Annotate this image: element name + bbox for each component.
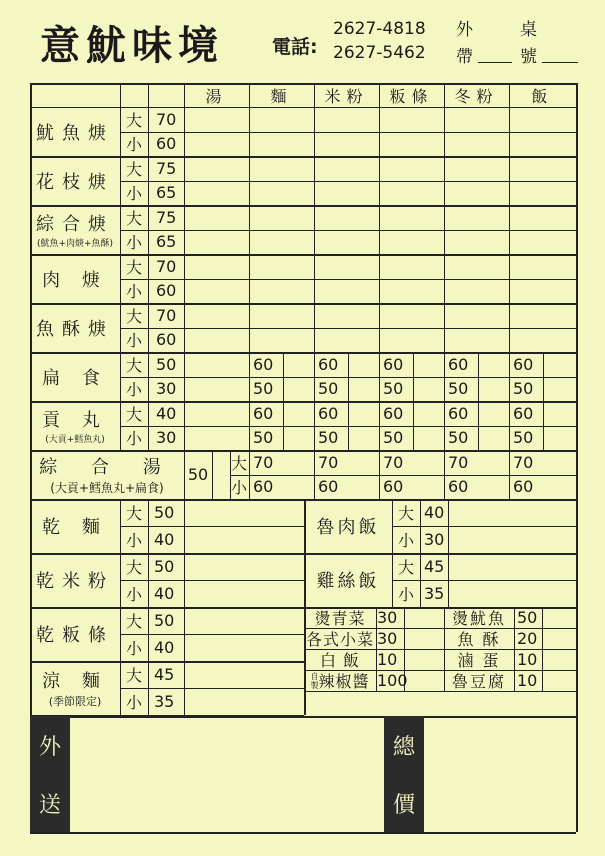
soup-item-1-size-small: 小 <box>125 135 142 155</box>
dry-left-2-price-small: 40 <box>154 584 175 603</box>
soup-item-1-price-small: 60 <box>156 134 177 154</box>
dry-right-2-size-large: 大 <box>397 558 414 577</box>
soup-item-3-price-large: 75 <box>156 207 177 227</box>
flat-item-1-col2-large: 60 <box>253 354 274 374</box>
flat-item-1-price-small: 30 <box>156 379 177 399</box>
flat-item-2-col5-small: 50 <box>448 428 469 448</box>
dry-left-3-price-small: 40 <box>154 638 175 657</box>
soup-item-2-name <box>30 156 120 205</box>
column-header-5: 冬粉 <box>454 86 499 106</box>
dry-right-1-name: 魯肉飯 <box>316 517 380 538</box>
combo-col2-small: 60 <box>253 477 274 497</box>
column-header-3: 米粉 <box>324 86 369 106</box>
flat-item-1-col2-small: 50 <box>253 379 274 399</box>
delivery-char-2: 送 <box>38 792 61 818</box>
flat-item-2-col4-large: 60 <box>383 403 404 423</box>
dry-right-1-size-large: 大 <box>397 504 414 523</box>
dry-right-2-price-small: 35 <box>424 584 445 603</box>
dry-left-3-size-large: 大 <box>125 612 142 631</box>
flat-item-1-name <box>30 352 120 401</box>
side-right-1-name: 燙魷魚 <box>451 609 506 628</box>
flat-item-1-col3-small: 50 <box>318 379 339 399</box>
combo-col4-small: 60 <box>383 477 404 497</box>
dry-left-4-size-large: 大 <box>125 666 142 685</box>
side-left-1-name-text: 燙青菜 <box>314 609 366 628</box>
flat-item-2-name-text: 貢 丸 <box>42 410 108 431</box>
grid-line <box>509 83 510 500</box>
column-header-4: 粄條 <box>389 86 434 106</box>
soup-item-4-size-large: 大 <box>125 257 142 277</box>
dry-left-2-size-small: 小 <box>125 585 142 604</box>
soup-item-1-price-large: 70 <box>156 109 177 129</box>
dry-left-2-price-large: 50 <box>154 557 175 576</box>
soup-item-5-price-large: 70 <box>156 305 177 325</box>
dry-right-1-price-small: 30 <box>424 530 445 549</box>
soup-item-4-name <box>30 254 120 303</box>
flat-item-2-col2-small: 50 <box>253 428 274 448</box>
combo-col5-large: 70 <box>448 452 469 472</box>
dry-left-4-name-text: 涼 麵 <box>42 671 108 692</box>
grid-line <box>212 450 213 499</box>
grid-line <box>379 83 380 500</box>
combo-col6-small: 60 <box>513 477 534 497</box>
soup-item-3-size-small: 小 <box>125 233 142 253</box>
combo-col3-large: 70 <box>318 452 339 472</box>
flat-item-2-col6-small: 50 <box>513 428 534 448</box>
tel-label: 電話: <box>272 36 318 58</box>
dry-left-4-price-small: 35 <box>154 692 175 711</box>
side-left-4-price: 100 <box>377 671 408 690</box>
dry-left-1-size-large: 大 <box>125 504 142 523</box>
dry-left-4-size-small: 小 <box>125 693 142 712</box>
grid-line <box>249 83 250 500</box>
grid-line <box>148 83 149 450</box>
soup-item-1-size-large: 大 <box>125 110 142 130</box>
soup-item-2-size-large: 大 <box>125 159 142 179</box>
soup-item-4-price-large: 70 <box>156 256 177 276</box>
flat-item-1-col4-small: 50 <box>383 379 404 399</box>
soup-item-4-name-text: 肉 焿 <box>42 269 108 291</box>
flat-item-2-price-small: 30 <box>156 428 177 448</box>
soup-item-2-name-text: 花枝焿 <box>36 171 114 193</box>
flat-item-2-size-large: 大 <box>125 404 142 424</box>
combo-col6-large: 70 <box>513 452 534 472</box>
side-left-1-price: 30 <box>377 608 398 627</box>
grid-line <box>543 352 544 401</box>
takeout-label-2: 帶 <box>456 47 473 67</box>
soup-item-3-name <box>30 205 120 254</box>
side-right-1-price: 50 <box>517 608 538 627</box>
dry-left-1-price-large: 50 <box>154 503 175 522</box>
side-left-3-name <box>304 649 376 670</box>
delivery-address-field[interactable] <box>70 716 384 832</box>
grid-line <box>120 279 576 280</box>
flat-item-1-name-text: 扁 食 <box>42 367 108 389</box>
grid-line <box>543 401 544 450</box>
grid-line <box>444 83 445 500</box>
flat-item-2-col2-large: 60 <box>253 403 274 423</box>
dry-right-2-price-large: 45 <box>424 557 445 576</box>
side-left-2-name-text: 各式小菜 <box>305 630 374 649</box>
column-header-6: 飯 <box>531 86 554 106</box>
grid-line <box>283 352 284 401</box>
combo-col3-small: 60 <box>318 477 339 497</box>
shop-name: 意魷味境 <box>40 22 224 69</box>
flat-item-1-col4-large: 60 <box>383 354 404 374</box>
dry-left-4-note: (季節限定) <box>48 695 102 708</box>
flat-item-1-col5-large: 60 <box>448 354 469 374</box>
dry-left-2-size-large: 大 <box>125 558 142 577</box>
soup-item-4-price-small: 60 <box>156 281 177 301</box>
total-char-2: 價 <box>392 792 415 818</box>
grid-line <box>30 832 576 834</box>
grid-line <box>120 688 304 689</box>
dry-right-2-name: 雞絲飯 <box>316 571 380 592</box>
dry-left-4-name <box>30 661 120 715</box>
side-left-2-name <box>304 628 376 649</box>
grid-line <box>184 83 185 500</box>
phone-2: 2627-5462 <box>333 43 426 63</box>
soup-item-5-name <box>30 303 120 352</box>
flat-item-2-size-small: 小 <box>125 429 142 449</box>
dry-right-1-price-large: 40 <box>424 503 445 522</box>
soup-item-3-price-small: 65 <box>156 232 177 252</box>
flat-item-2-col4-small: 50 <box>383 428 404 448</box>
grid-line <box>120 132 576 133</box>
flat-item-1-price-large: 50 <box>156 354 177 374</box>
total-char-1: 總 <box>392 734 415 760</box>
side-left-3-name-text: 白 飯 <box>319 651 361 670</box>
delivery-label <box>30 716 70 832</box>
flat-item-2-col3-large: 60 <box>318 403 339 423</box>
flat-item-1-col5-small: 50 <box>448 379 469 399</box>
flat-item-1-col6-large: 60 <box>513 354 534 374</box>
soup-item-2-size-small: 小 <box>125 184 142 204</box>
grid-line <box>478 352 479 401</box>
combo-soup-name <box>30 450 184 499</box>
side-right-3-price: 10 <box>517 650 538 669</box>
soup-item-2-price-small: 65 <box>156 183 177 203</box>
combo-size-small: 小 <box>230 478 247 498</box>
total-amount-field[interactable] <box>424 716 576 832</box>
total-label <box>384 716 424 832</box>
soup-item-1-name <box>30 107 120 156</box>
flat-item-2-name <box>30 401 120 450</box>
flat-item-2-note: (大貢+鱈魚丸) <box>45 435 105 445</box>
flat-item-1-size-large: 大 <box>125 355 142 375</box>
flat-item-2-col3-small: 50 <box>318 428 339 448</box>
soup-item-2-price-large: 75 <box>156 158 177 178</box>
dry-left-3-name-text: 乾粄條 <box>36 625 114 646</box>
soup-item-3-name-text: 綜合焿 <box>36 214 114 235</box>
grid-line <box>283 401 284 450</box>
dry-left-1-name-text: 乾 麵 <box>42 517 108 538</box>
combo-col2-large: 70 <box>253 452 274 472</box>
dry-left-2-name-text: 乾米粉 <box>36 571 114 592</box>
combo-size-large: 大 <box>230 453 247 473</box>
column-header-1: 湯 <box>205 86 228 106</box>
grid-line <box>348 352 349 401</box>
combo-soup-price: 50 <box>187 465 209 484</box>
side-left-4-prefix: 自製 <box>310 671 320 690</box>
soup-item-3-note: (魷魚+肉焿+魚酥) <box>36 239 114 249</box>
flat-item-2-price-large: 40 <box>156 403 177 423</box>
dry-left-1-price-small: 40 <box>154 530 175 549</box>
grid-line <box>392 526 576 527</box>
delivery-char-1: 外 <box>38 734 61 760</box>
side-right-2-name: 魚 酥 <box>457 630 501 649</box>
soup-item-1-name-text: 魷魚焿 <box>36 122 114 144</box>
soup-item-5-size-small: 小 <box>125 331 142 351</box>
dry-left-3-price-large: 50 <box>154 611 175 630</box>
dry-left-3-size-small: 小 <box>125 639 142 658</box>
grid-line <box>120 230 576 231</box>
combo-col5-small: 60 <box>448 477 469 497</box>
grid-line <box>348 401 349 450</box>
dry-left-2-name <box>30 553 120 607</box>
soup-item-4-size-small: 小 <box>125 282 142 302</box>
side-right-2-price: 20 <box>517 629 538 648</box>
side-right-4-price: 10 <box>517 671 538 690</box>
table-label-1: 桌 <box>520 20 537 40</box>
phone-1: 2627-4818 <box>333 19 426 39</box>
dry-left-3-name <box>30 607 120 661</box>
dry-right-2-size-small: 小 <box>397 585 414 604</box>
takeout-label-1: 外 <box>456 20 473 40</box>
grid-line <box>392 580 576 581</box>
side-right-4-name: 魯豆腐 <box>451 672 506 691</box>
flat-item-1-size-small: 小 <box>125 380 142 400</box>
dry-left-4-price-large: 45 <box>154 665 175 684</box>
side-left-4-name <box>304 670 376 691</box>
side-left-3-price: 10 <box>377 650 398 669</box>
grid-line <box>120 181 576 182</box>
dry-left-1-size-small: 小 <box>125 531 142 550</box>
side-left-4-name-text: 辣椒醬 <box>318 672 370 691</box>
flat-item-2-col6-large: 60 <box>513 403 534 423</box>
side-left-2-price: 30 <box>377 629 398 648</box>
combo-soup-name-text: 綜 合 湯 <box>39 457 175 478</box>
soup-item-5-name-text: 魚酥焿 <box>36 318 114 340</box>
soup-item-3-size-large: 大 <box>125 208 142 228</box>
combo-col4-large: 70 <box>383 452 404 472</box>
dry-left-1-name <box>30 499 120 553</box>
column-header-2: 麵 <box>270 86 293 106</box>
soup-item-5-size-large: 大 <box>125 306 142 326</box>
grid-line <box>120 328 576 329</box>
grid-line <box>478 401 479 450</box>
grid-line <box>413 401 414 450</box>
side-left-1-name <box>304 607 376 628</box>
grid-line <box>304 691 576 692</box>
grid-line <box>120 580 304 581</box>
dry-right-1-size-small: 小 <box>397 531 414 550</box>
grid-line <box>314 83 315 500</box>
combo-soup-note: (大貢+鱈魚丸+扁食) <box>50 481 164 495</box>
grid-line <box>576 83 578 832</box>
grid-line <box>120 526 304 527</box>
flat-item-2-col5-large: 60 <box>448 403 469 423</box>
soup-item-5-price-small: 60 <box>156 330 177 350</box>
flat-item-1-col3-large: 60 <box>318 354 339 374</box>
flat-item-1-col6-small: 50 <box>513 379 534 399</box>
grid-line <box>120 634 304 635</box>
grid-line <box>413 352 414 401</box>
table-label-2: 號 <box>520 47 537 67</box>
side-right-3-name: 滷 蛋 <box>457 651 501 670</box>
